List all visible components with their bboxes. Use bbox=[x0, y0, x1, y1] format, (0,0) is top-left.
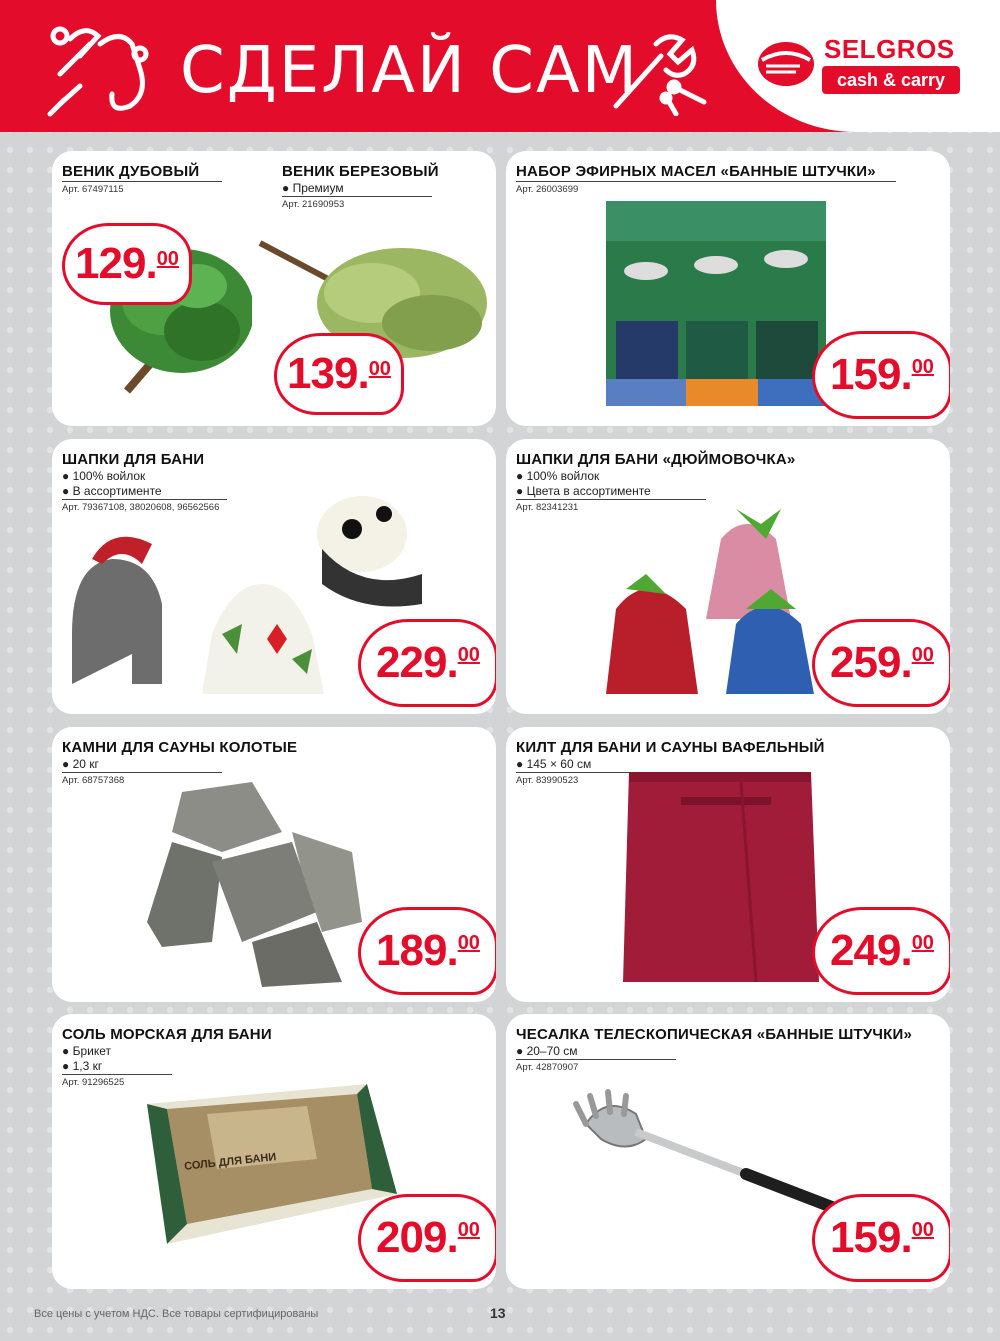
price-cents: 00 bbox=[457, 1219, 480, 1241]
article-number: Арт. 79367108, 38020608, 96562566 bbox=[62, 499, 227, 513]
brand-logo bbox=[716, 0, 1000, 132]
product-card-stones bbox=[52, 727, 496, 1002]
price-cents: 00 bbox=[457, 932, 480, 954]
page-number: 13 bbox=[490, 1305, 506, 1321]
product-feature: ● 1,3 кг bbox=[62, 1059, 103, 1073]
product-feature: ● В ассортименте bbox=[62, 484, 162, 498]
price-tag bbox=[358, 1194, 496, 1282]
product-feature: ● 20–70 см bbox=[516, 1044, 578, 1058]
product-title: ЧЕСАЛКА ТЕЛЕСКОПИЧЕСКАЯ «БАННЫЕ ШТУЧКИ» bbox=[516, 1026, 913, 1043]
product-title: ШАПКИ ДЛЯ БАНИ «ДЮЙМОВОЧКА» bbox=[516, 451, 796, 468]
price-tag bbox=[812, 907, 950, 995]
product-card-hats bbox=[52, 439, 496, 714]
price-main: 189. bbox=[376, 926, 458, 975]
product-feature: ● Цвета в ассортименте bbox=[516, 484, 651, 498]
price-cents: 00 bbox=[911, 1219, 934, 1241]
product-feature: ● 100% войлок bbox=[516, 469, 600, 483]
product-title: НАБОР ЭФИРНЫХ МАСЕЛ «БАННЫЕ ШТУЧКИ» bbox=[516, 163, 876, 180]
product-card-back-scratcher bbox=[506, 1014, 950, 1289]
product-title: КАМНИ ДЛЯ САУНЫ КОЛОТЫЕ bbox=[62, 739, 298, 756]
price-main: 129. bbox=[75, 239, 157, 288]
price-tag bbox=[358, 907, 496, 995]
price-cents: 00 bbox=[368, 358, 391, 380]
product-title: СОЛЬ МОРСКАЯ ДЛЯ БАНИ bbox=[62, 1026, 272, 1043]
article-number: Арт. 26003699 bbox=[516, 181, 896, 195]
article-number: Арт. 67497115 bbox=[62, 181, 222, 195]
product-title: ШАПКИ ДЛЯ БАНИ bbox=[62, 451, 205, 468]
brand-name: SELGROS bbox=[824, 34, 955, 64]
wrench-icon bbox=[606, 26, 716, 116]
product-card-brooms bbox=[52, 151, 496, 426]
product-feature: ● 20 кг bbox=[62, 757, 99, 771]
price-tag bbox=[62, 223, 192, 305]
sauna-stones-icon bbox=[142, 772, 382, 992]
price-main: 259. bbox=[830, 638, 912, 687]
tools-icon bbox=[40, 14, 180, 124]
product-title: ВЕНИК БЕРЕЗОВЫЙ bbox=[282, 163, 439, 180]
price-tag bbox=[274, 333, 404, 415]
price-main: 229. bbox=[376, 638, 458, 687]
flower-hats-icon bbox=[586, 469, 846, 699]
price-main: 249. bbox=[830, 926, 912, 975]
product-feature: ● 145 × 60 см bbox=[516, 757, 592, 771]
page-header bbox=[0, 0, 1000, 132]
product-title: ВЕНИК ДУБОВЫЙ bbox=[62, 163, 200, 180]
price-cents: 00 bbox=[911, 644, 934, 666]
selgros-logo-icon bbox=[756, 34, 816, 90]
product-card-kilt bbox=[506, 727, 950, 1002]
article-number: Арт. 21690953 bbox=[282, 196, 432, 210]
price-main: 159. bbox=[830, 350, 912, 399]
price-main: 209. bbox=[376, 1213, 458, 1262]
price-cents: 00 bbox=[457, 644, 480, 666]
article-number: Арт. 82341231 bbox=[516, 499, 706, 513]
price-main: 159. bbox=[830, 1213, 912, 1262]
product-feature: ● Брикет bbox=[62, 1044, 111, 1058]
price-main: 139. bbox=[287, 349, 369, 398]
pack-label: СОЛЬ ДЛЯ БАНИ bbox=[183, 1151, 277, 1173]
price-tag bbox=[812, 619, 950, 707]
footer-note: Все цены с учетом НДС. Все товары сертифицированы bbox=[34, 1308, 319, 1320]
article-number: Арт. 91296525 bbox=[62, 1074, 172, 1088]
price-tag bbox=[812, 1194, 950, 1282]
article-number: Арт. 42870907 bbox=[516, 1059, 676, 1073]
product-feature: ● 100% войлок bbox=[62, 469, 146, 483]
product-card-oils bbox=[506, 151, 950, 426]
price-tag bbox=[812, 331, 950, 419]
article-number: Арт. 68757368 bbox=[62, 772, 222, 786]
price-cents: 00 bbox=[911, 932, 934, 954]
price-cents: 00 bbox=[156, 248, 179, 270]
kilt-icon bbox=[621, 767, 821, 987]
brand-tagline: cash & carry bbox=[822, 66, 960, 94]
product-feature: ● Премиум bbox=[282, 181, 344, 195]
price-tag bbox=[358, 619, 496, 707]
product-title: КИЛТ ДЛЯ БАНИ И САУНЫ ВАФЕЛЬНЫЙ bbox=[516, 739, 825, 756]
product-card-salt bbox=[52, 1014, 496, 1289]
product-card-flower-hats bbox=[506, 439, 950, 714]
article-number: Арт. 83990523 bbox=[516, 772, 676, 786]
page-title: СДЕЛАЙ САМ bbox=[180, 34, 639, 108]
price-cents: 00 bbox=[911, 356, 934, 378]
oil-set-icon bbox=[596, 201, 836, 411]
